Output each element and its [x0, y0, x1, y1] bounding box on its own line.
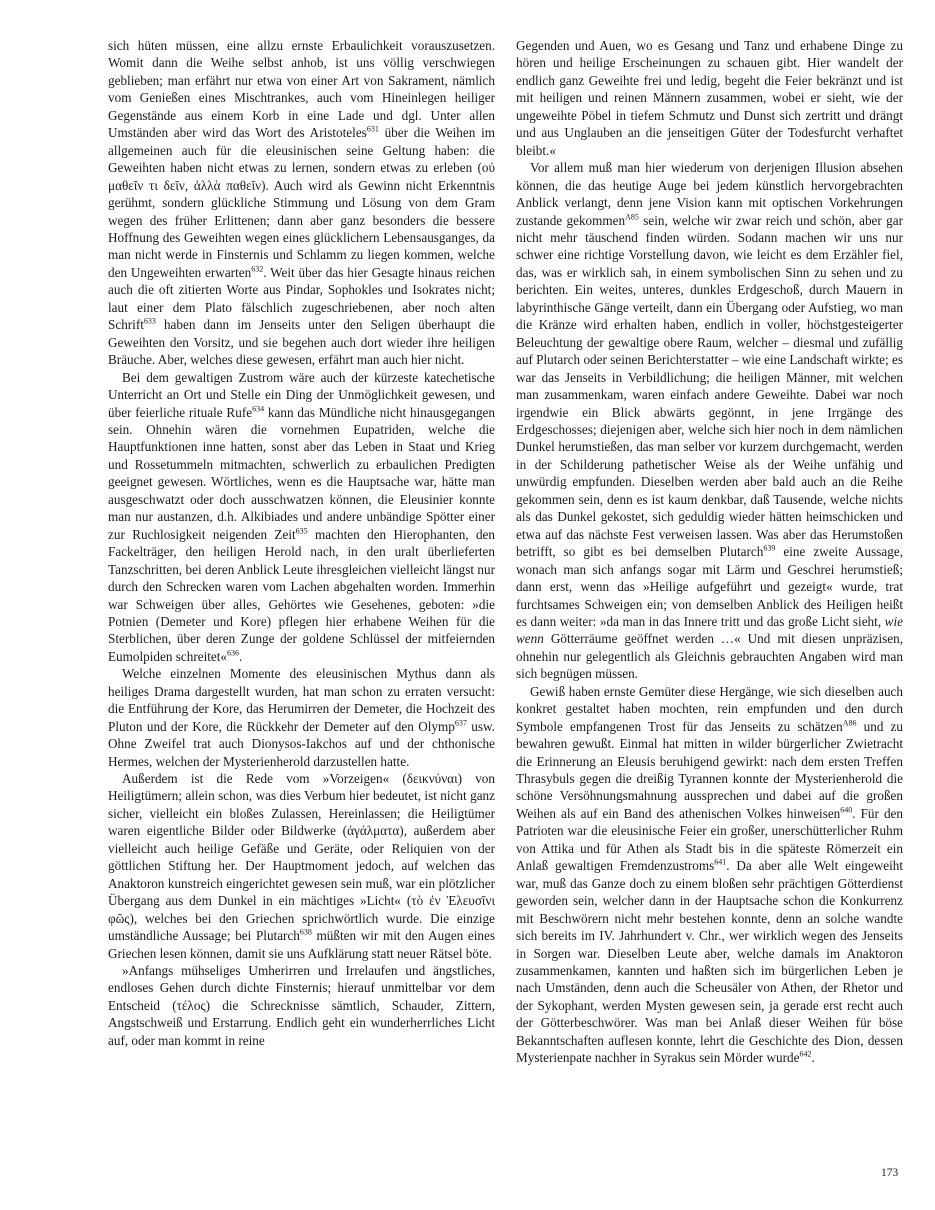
footnote-ref: 639 — [763, 543, 776, 553]
footnote-ref: 641 — [714, 857, 727, 867]
footnote-ref: 640 — [840, 805, 853, 815]
footnote-ref: A86 — [842, 718, 857, 728]
footnote-ref: 632 — [251, 264, 264, 274]
footnote-ref: 631 — [366, 124, 379, 134]
footnote-ref: 634 — [252, 404, 265, 414]
left-column-paragraph: »Anfangs mühseliges Umherirren und Irrelaufen und ängstliches, endloses Gehen durch dichte Finsternis; hierauf unmittelbar vor dem Entscheid (τέλος) die Schrecknisse sämtlich, Schauder, Zittern, Angstschweiß und Erstarrung. Endlich geht ein wunderherrliches Licht auf, oder man kommt in reine — [108, 963, 495, 1048]
right-column-paragraph: Vor allem muß man hier wiederum von derjenigen Illusion absehen können, die das heutige Auge bei jedem künstlich hervorgebrachten Anblick verlangt, denn jene Vision kann mit optischen Vorkehrungen zustande gekommen$^{A85}$ sein, welche wir zwar reich und schön, aber gar nicht mehr täuschend finden würden. Sodann machen wir uns nur schwer eine richtige Vorstellung davon, wie leicht es dem Erzähler fiel, das, was er wirklich sah, in einem symbolischen Sinn zu sehen und zu berichten. Ein weites, unteres, dunkles Erdgeschoß, durch Mauern in labyrinthische Gänge verteilt, dann ein Übergang oder Aufstieg, wo man die Kränze wird erhalten haben, endlich in voller, höchstgesteigerter Beleuchtung der gewaltige obere Raum, welcher – diesmal und zufällig auf Plutarch oder seinen Berichterstatter – wie eine Landschaft wirkte; es war das Jenseits in Verbildlichung; die heiligen Männer, mit welchen man zusammenkam, waren einfach andere Geweihte. Dabei war noch irgendwie ein Blick abwärts gegönnt, in jene Irrgänge des Erdgeschosses; diejenigen aber, welche sich hier noch in dem nämlichen Dunkel herumstießen, das man selber vor kurzem durchgemacht, werden in der Schilderung pathetischer Weise als der Weihe unfähig und unwürdig empfunden. Dieselben werden aber bald auch an die Reihe gekommen sein, denn es ist kaum denkbar, daß Tausende, welche nichts als das Dunkel gekostet, sich geduldig wieder hätten heimschicken und etwa auf das nächste Fest verweisen lassen. Was aber das Herumstoßen betrifft, so gibt es bei demselben Plutarch$^{639}$ eine zweite Aussage, wonach man sich anfangs sogar mit Lärm und Geschrei herumstieß; dann erst, wenn das »Heilige aufgeführt und gezeigt« wurde, trat furchtsames Schweigen ein; von demselben Anblick des Heiligen heißt es dann weiter: »da man in das Innere tritt und das große Licht sieht, wie wenn Götterräume geöffnet werden …« Und mit diesen unpräzisen, ohnehin nur gelegentlich als Gleichnis gebrauchten Angaben wird man sich begnügen müssen. — [516, 160, 904, 682]
left-column-paragraph: Außerdem ist die Rede vom »Vorzeigen« (δεικνύναι) von Heiligtümern; allein schon, was dies Verbum hier bedeutet, ist nicht ganz sicher, vielleicht ein bloßes Zulassen, Hereinlassen; die Heiligtümer waren eigentliche Bilder oder Bildwerke (ἀγάλματα), außerdem aber vielleicht auch heilige Gefäße und Geräte, oder Reliquien von der göttlichen Stiftung her. Der Hauptmoment jedoch, auf welchen das Anaktoron kunstreich eingerichtet gewesen sein muß, war ein plötzlicher Übergang aus dem Dunkel in ein mächtiges »Licht« (τὸ ἐν Ἐλευσῖνι φῶς), welches bei den Griechen sprichwörtlich wurde. Die einzige umständliche Aussage; bei Plutarch$^{638}$ müßten wir mit den Augen eines Griechen lesen können, damit sie uns Aufklärung statt neuer Rätsel böte. — [108, 771, 495, 961]
right-column-paragraph: Gegenden und Auen, wo es Gesang und Tanz und erhabene Dinge zu hören und heilige Erscheinungen zu schauen gibt. Hier wandelt der endlich ganz Geweihte frei und ledig, begeht die Feier bekränzt und ist mit heiligen und reinen Männern zusammen, wobei er sieht, wie der ungeweihte Pöbel in tiefem Schmutz und Dunst sich zertritt und drängt und aus Unglauben an die jenseitigen Güter der Todesfurcht verhaftet bleibt.« — [516, 38, 903, 158]
footnote-ref: 636 — [227, 648, 240, 658]
left-column-paragraph: Welche einzelnen Momente des eleusinischen Mythus dann als heiliges Drama dargestellt wurden, hat man schon zu erraten versucht: die Entführung der Kore, das Herumirren der Demeter, die Hochzeit des Pluton und der Kore, die Rückkehr der Demeter auf den Olymp$^{637}$ usw. Ohne Zweifel trat auch Dionysos-Iakchos auf und der chthonische Hermes, welchen der Mysterienherold darzustellen hatte. — [108, 666, 495, 769]
left-column-paragraph: sich hüten müssen, eine allzu ernste Erbaulichkeit vorauszusetzen. Womit dann die Weihe selbst anhob, ist uns völlig verschwiegen geblieben; man erfährt nur etwa von einer Art von Sakrament, nämlich vom Genießen eines Mischtrankes, auch vom Hineinlegen heiliger Gegenstände aus einem Korb in eine Lade und dgl. Unter allen Umständen aber wird das Wort des Aristoteles$^{631}$ über die Weihen im allgemeinen auch für die eleusinischen seine Geltung haben: die Geweihten haben nicht etwas zu lernen, sondern etwas zu erleben (οὐ μαθεῖν τι δεῖν, ἀλλὰ παθεῖν). Auch wird als Gewinn nicht Erkenntnis gerühmt, sondern glückliche Stimmung und Lösung von dem Gram wegen des früher Erlittenen; dann aber ganz besonders die bessere Hoffnung des Geweihten wegen eines glücklichern Lebensausganges, da man nicht werde in Finsternis und Schlamm zu liegen kommen, welche den Ungeweihten erwarten$^{632}$. Weit über das hier Gesagte hinaus reichen auch die oft zitierten Worte aus Pindar, Sophokles und Isokrates nicht; laut einer dem Plato fälschlich zugeschriebenen, aber noch alten Schrift$^{633}$ haben dann im Jenseits unter den Seligen überhaupt die Geweihten den Vorsitz, und sie begehen auch dort wieder ihre heiligen Bräuche. Aber, welches diese gewesen, erfährt man auch hier nicht. — [108, 38, 495, 368]
footnote-ref: 642 — [799, 1049, 812, 1059]
left-column — [108, 37, 495, 1049]
footnote-ref: 637 — [454, 718, 467, 728]
footnote-ref: 635 — [295, 526, 308, 536]
page-number: 173 — [881, 1167, 899, 1179]
footnote-ref: A85 — [625, 212, 639, 222]
footnote-ref: 633 — [143, 316, 156, 326]
right-column — [516, 37, 903, 1067]
right-column-paragraph: Gewiß haben ernste Gemüter diese Hergänge, wie sich dieselben auch konkret gestaltet haben mochten, rein empfunden und den durch Symbole empfangenen Trost für das Jenseits zu schätzen$^{A86}$ und zu bewahren gewußt. Einmal hat mitten in wilder bürgerlicher Zwietracht die Erinnerung an Eleusis beruhigend gewirkt: nach dem ersten Treffen Thrasybuls gegen die dreißig Tyrannen konnte der Mysterienherold die schöne Versöhnungsmahnung aussprechen und dabei auf die großen Weihen als auf ein Band des athenischen Volkes hinweisen$^{640}$. Für den Patrioten war die eleusinische Feier ein großer, unerschütterlicher Ruhm von Attika und für Athen als Stadt bis in die späteste Römerzeit ein Anlaß gewaltigen Fremdenzustroms$^{641}$. Da aber alle Welt eingeweiht war, muß das Ganze doch zu einem bloßen sehr prächtigen Götterdienst geworden sein, welcher dann in der Hauptsache schon die Konkurrenz mit Beschwörern nicht mehr bestehen konnte, denn an solche wandte sich bereits im IV. Jahrhundert v. Chr., wer wirklich wegen des Jenseits in Sorgen war. Dieselben Leute aber, welche damals im Anaktoron zusammenkamen, kannten und haßten sich im bürgerlichen Leben je nach Umständen, denn auch die Scheusäler von Athen, der Rhetor und der Sykophant, werden Mysten gewesen sein, ja gerade erst recht auch der Götterbeschwörer. Was man bei Anlaß dieser Weihen für böse Bekanntschaften auflesen konnte, lehrt die Geschichte des Dion, dessen Mysterienpate nachher in Syrakus sein Mörder wurde$^{642}$. — [516, 683, 903, 1066]
footnote-ref: 638 — [299, 927, 312, 937]
left-column-paragraph: Bei dem gewaltigen Zustrom wäre auch der kürzeste katechetische Unterricht an Ort und Stelle ein Ding der Unmöglichkeit gewesen, und über feierliche rituale Rufe$^{634}$ kann das Mündliche nicht hinausgegangen sein. Ohnehin wären die vornehmen Eupatriden, welche die Hauptfunktionen inne hatten, sonst aber das Leben in Staat und Krieg und Rossetummeln mitmachten, schwerlich zu erbaulichen Predigten geeignet gewesen. Wörtliches, wenn es die Hauptsache war, hätte man ausgeschwatzt oder doch ausschwatzen können, die Eleusinier konnte man nur austanzen, d.h. Alkibiades und andere unbändige Spötter einer zur Ruchlosigkeit neigenden Zeit$^{635}$ machten den Hierophanten, den Fackelträger, den heiligen Herold nach, in den uralt überlieferten Tanzschritten, bei deren Anblick Leute ihresgleichen vielleicht längst nur durch den Schrecken waren vom Lachen abgehalten worden. Immerhin war Schweigen über alles, Gehörtes wie Gesehenes, geboten: »die Potnien (Demeter und Kore) pflegen hier erhabene Weihen für die Sterblichen, über deren Zunge der goldene Schlüssel der mitfeiernden Eumolpiden schreitet«$^{636}$. — [108, 369, 495, 664]
